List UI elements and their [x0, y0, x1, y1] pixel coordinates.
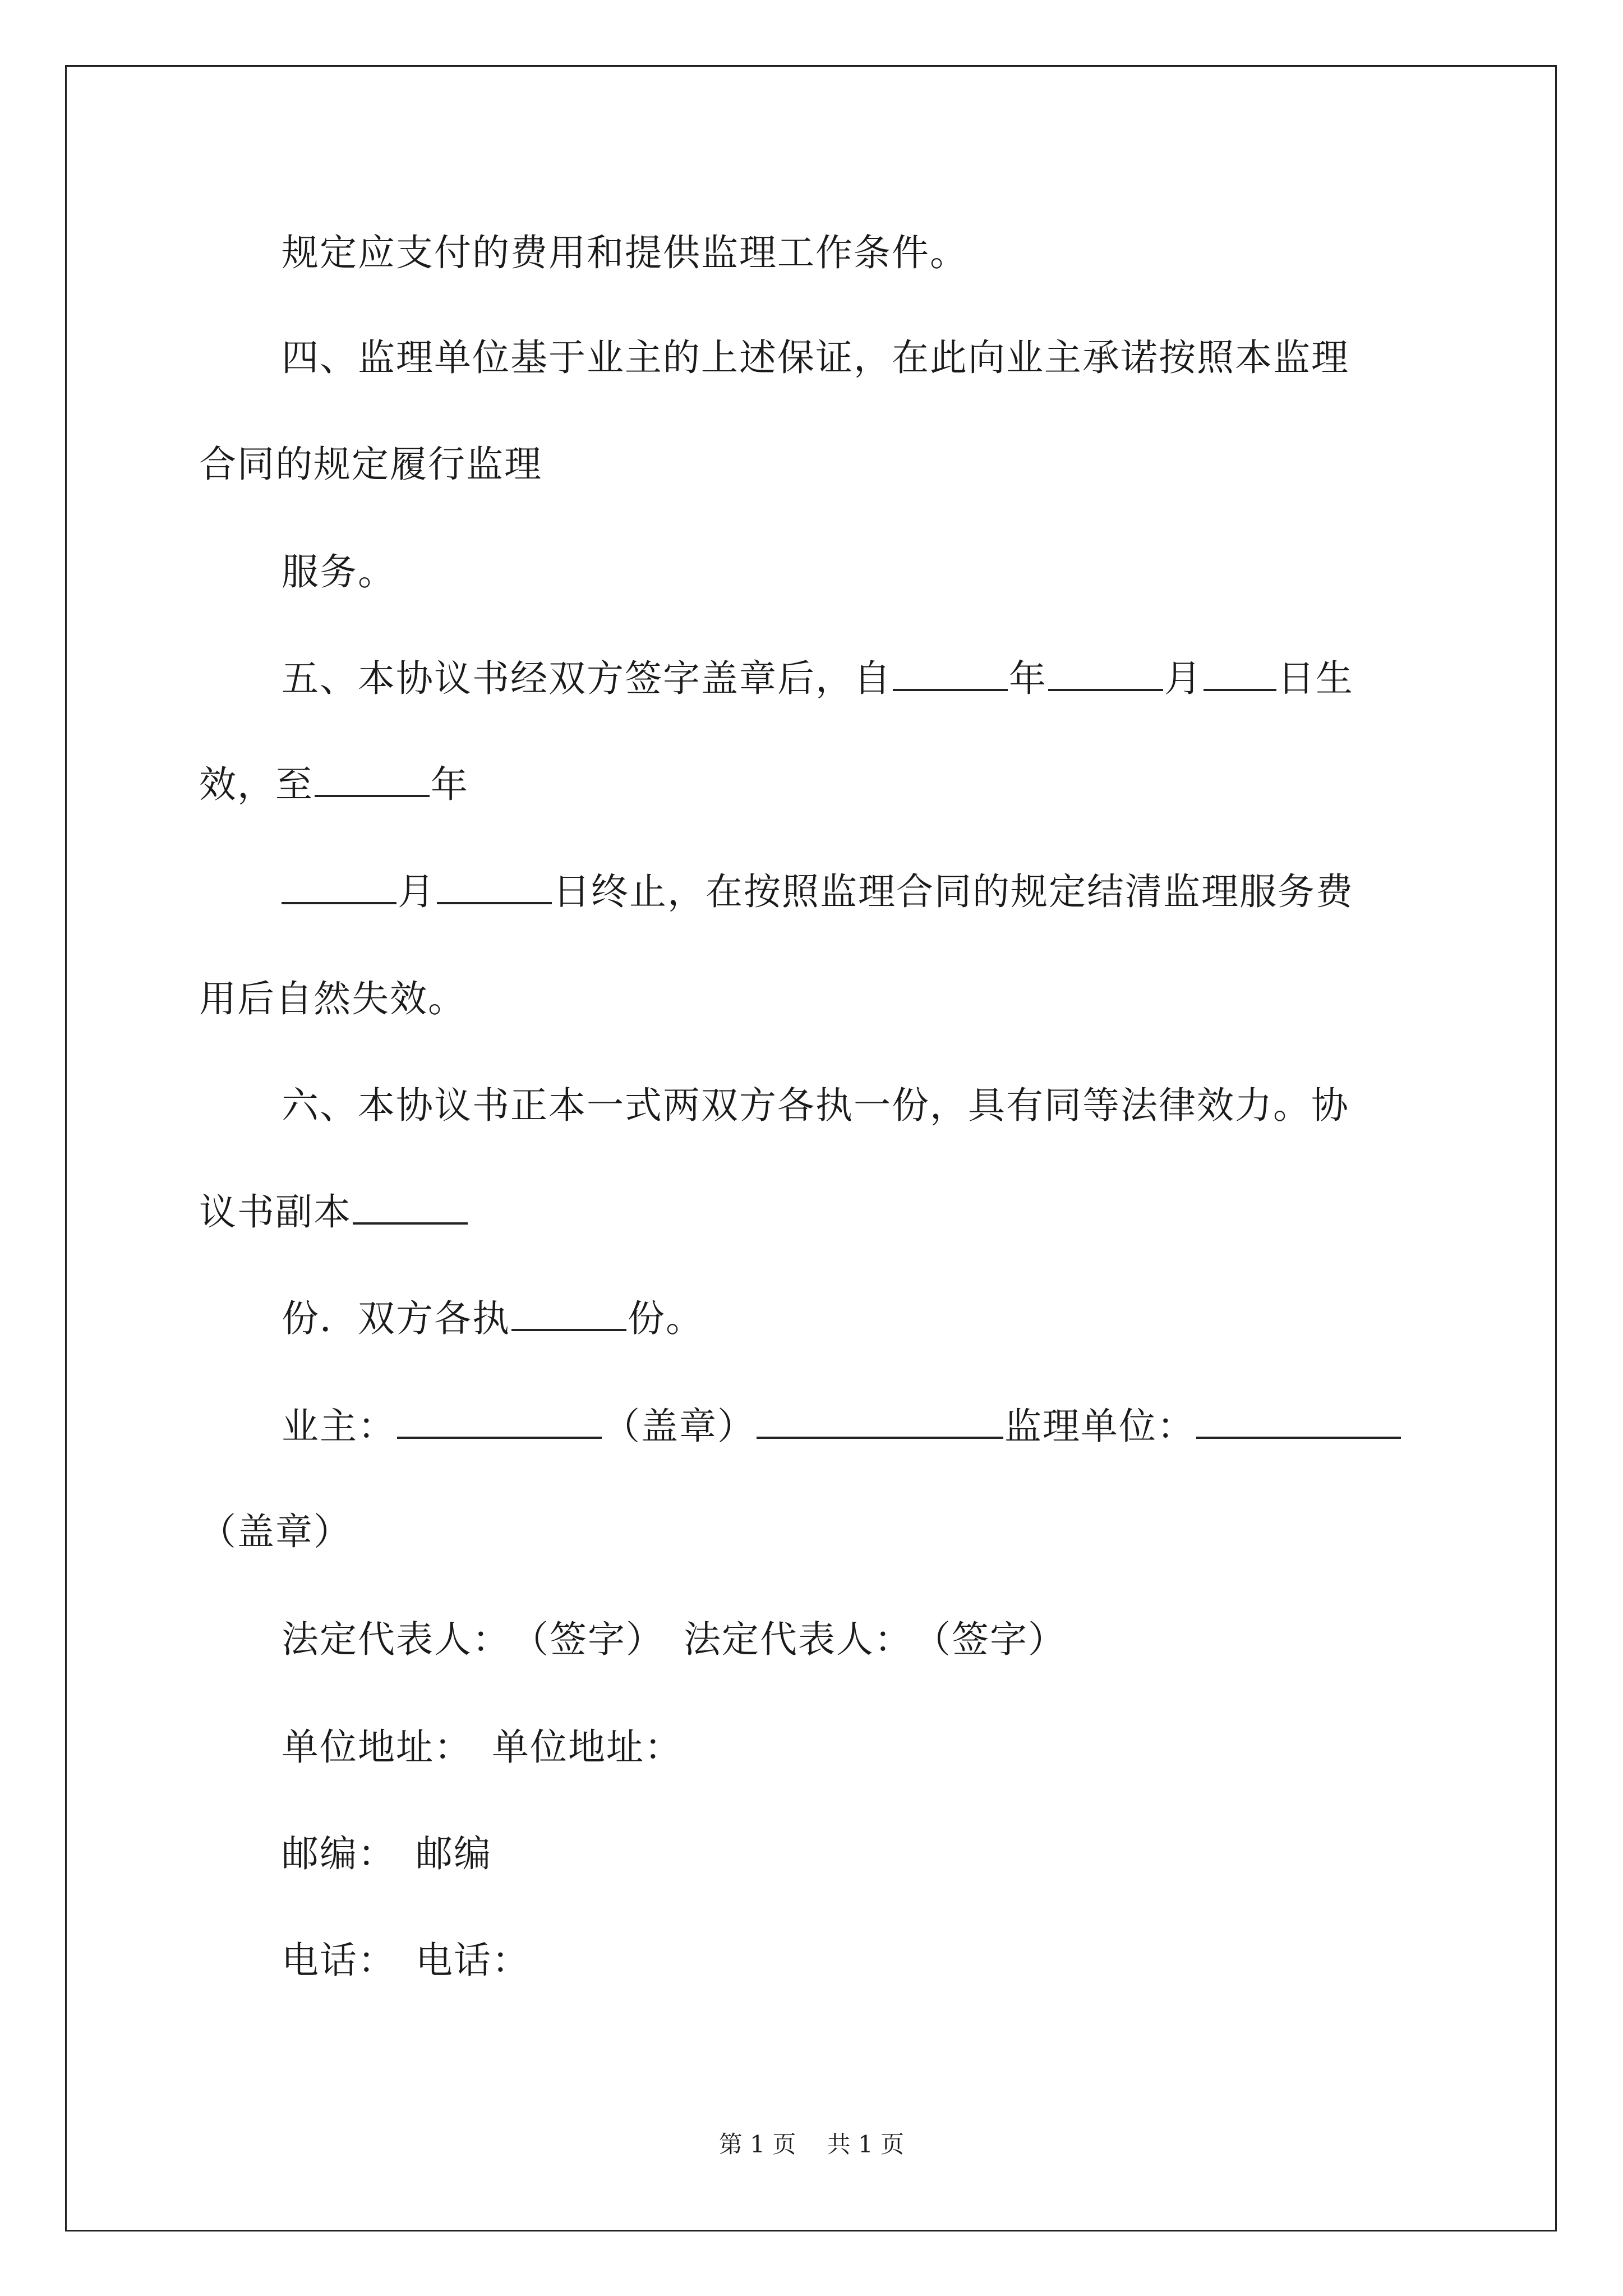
text-fragment: 年 — [431, 763, 469, 806]
paragraph-line — [199, 1510, 352, 1553]
text-fragment: 服务。 — [282, 550, 396, 593]
blank-line — [282, 901, 396, 904]
text-fragment: 五、本协议书经双方签字盖章后，自 — [282, 657, 892, 700]
paragraph-line — [199, 763, 469, 806]
text-fragment: 单位地址： 单位地址： — [282, 1726, 683, 1769]
blank-line — [893, 688, 1008, 691]
page-border — [65, 65, 1557, 2231]
text-fragment: 监理单位： — [1004, 1405, 1195, 1448]
paragraph-line — [282, 1084, 1349, 1127]
paragraph-line — [282, 231, 968, 274]
paragraph-line — [282, 1939, 530, 1982]
text-fragment: （盖章） — [199, 1510, 352, 1553]
blank-line — [1204, 688, 1276, 691]
text-fragment: 日终止，在按照监理合同的规定结清监理服务费 — [553, 870, 1354, 913]
text-fragment: （盖章） — [603, 1405, 755, 1448]
text-fragment: 业主： — [282, 1405, 396, 1448]
paragraph-line — [199, 1190, 469, 1234]
paragraph-line — [199, 443, 542, 486]
text-fragment: 议书副本 — [199, 1190, 352, 1234]
paragraph-line — [282, 1618, 1066, 1661]
text-fragment: 日生 — [1278, 657, 1354, 700]
text-fragment: 四、监理单位基于业主的上述保证，在此向业主承诺按照本监理 — [282, 336, 1349, 379]
text-fragment: 份。 — [628, 1297, 704, 1340]
blank-line — [315, 794, 430, 797]
page-footer: 第 1 页 共 1 页 — [718, 2131, 905, 2158]
text-fragment: 法定代表人： （签字） 法定代表人： （签字） — [282, 1618, 1066, 1661]
text-fragment: 合同的规定履行监理 — [199, 443, 542, 486]
text-fragment: 邮编： 邮编 — [282, 1832, 492, 1875]
paragraph-line — [282, 657, 1354, 700]
blank-line — [1048, 688, 1163, 691]
blank-line — [353, 1222, 468, 1225]
text-fragment: 月 — [398, 870, 436, 913]
blank-line — [1196, 1436, 1401, 1439]
paragraph-line — [282, 1405, 1402, 1448]
paragraph-line — [282, 336, 1349, 379]
blank-line — [757, 1436, 1003, 1439]
text-fragment: 月 — [1164, 657, 1202, 700]
blank-line — [437, 901, 552, 904]
paragraph-line — [282, 1726, 683, 1769]
text-fragment: 六、本协议书正本一式两双方各执一份，具有同等法律效力。协 — [282, 1084, 1349, 1127]
text-fragment: 电话： 电话： — [282, 1939, 530, 1982]
text-fragment: 年 — [1009, 657, 1047, 700]
text-fragment: 份．双方各执 — [282, 1297, 510, 1340]
blank-line — [397, 1436, 602, 1439]
text-fragment: 规定应支付的费用和提供监理工作条件。 — [282, 231, 968, 274]
paragraph-line — [282, 1297, 704, 1340]
paragraph-line — [282, 550, 396, 593]
paragraph-line — [199, 977, 466, 1020]
text-fragment: 效，至 — [199, 763, 313, 806]
paragraph-line — [282, 1832, 492, 1875]
blank-line — [511, 1328, 626, 1331]
paragraph-line — [282, 870, 1354, 913]
text-fragment: 用后自然失效。 — [199, 977, 466, 1020]
